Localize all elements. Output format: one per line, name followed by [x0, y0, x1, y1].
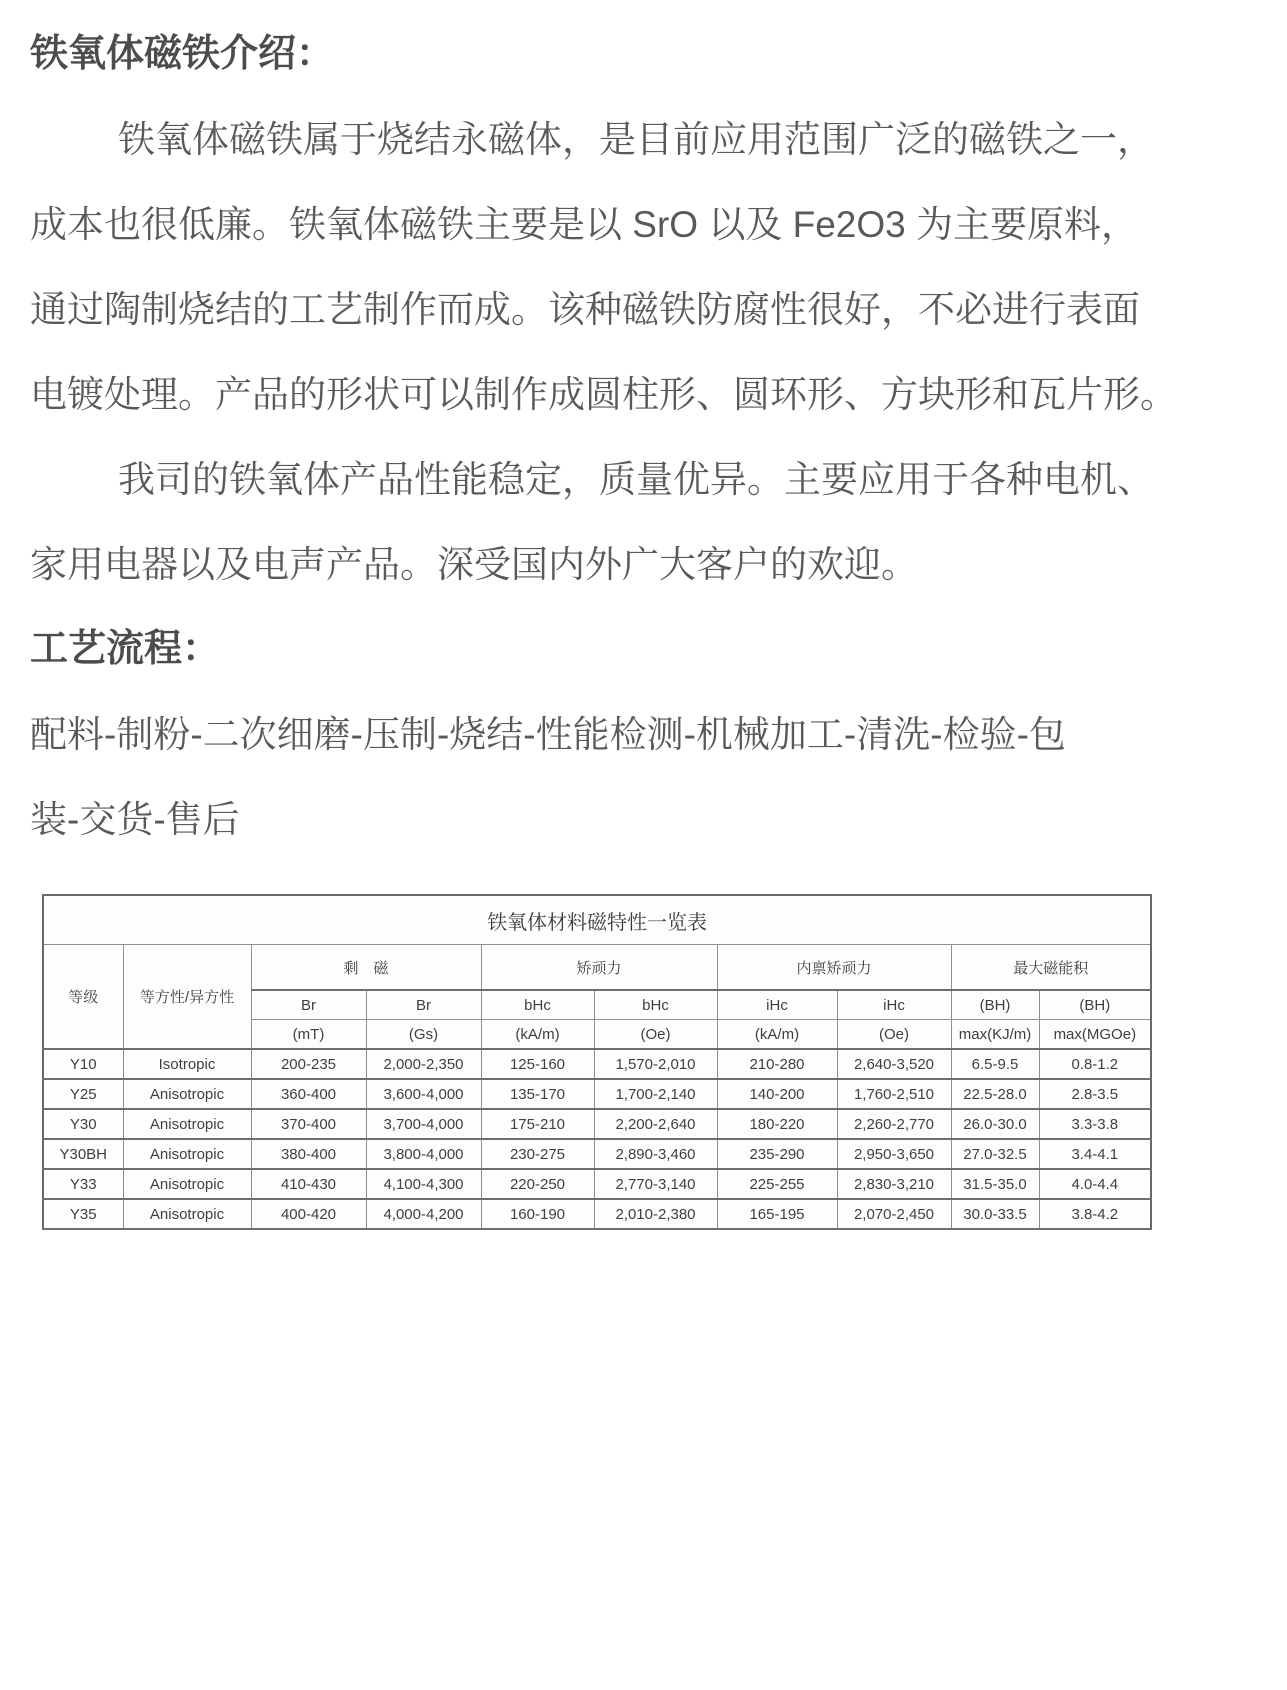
unit-oe-1: (Oe): [594, 1020, 717, 1050]
cell-isotropy: Anisotropic: [123, 1139, 251, 1169]
header-isotropy: 等方性/异方性: [123, 945, 251, 1050]
cell-grade: Y35: [43, 1199, 123, 1229]
cell-ihc-kam: 235-290: [717, 1139, 837, 1169]
intro-paragraph1-line1: 铁氧体磁铁属于烧结永磁体，是目前应用范围广泛的磁铁之一，: [118, 119, 1154, 160]
cell-br-gs: 4,000-4,200: [366, 1199, 481, 1229]
process-flow-line1: 配料-制粉-二次细磨-压制-烧结-性能检测-机械加工-清洗-检验-包: [30, 714, 1066, 755]
cell-isotropy: Anisotropic: [123, 1109, 251, 1139]
intro-heading: 铁氧体磁铁介绍：: [30, 33, 335, 75]
header-br-mt: Br: [251, 990, 366, 1020]
cell-bh-kjm: 6.5-9.5: [951, 1049, 1039, 1079]
header-group-max-energy-product: 最大磁能积: [951, 945, 1151, 991]
intro-paragraph1-line2: 成本也很低廉。铁氧体磁铁主要是以 SrO 以及 Fe2O3 为主要原料，: [30, 204, 1139, 245]
header-grade: 等级: [43, 945, 123, 1050]
cell-grade: Y30: [43, 1109, 123, 1139]
cell-ihc-oe: 2,950-3,650: [837, 1139, 951, 1169]
cell-ihc-kam: 165-195: [717, 1199, 837, 1229]
header-bhc-kam: bHc: [481, 990, 594, 1020]
header-bhc-oe: bHc: [594, 990, 717, 1020]
cell-grade: Y10: [43, 1049, 123, 1079]
cell-bhc-oe: 2,200-2,640: [594, 1109, 717, 1139]
cell-bh-kjm: 31.5-35.0: [951, 1169, 1039, 1199]
cell-bhc-kam: 175-210: [481, 1109, 594, 1139]
intro-paragraph1-line3: 通过陶制烧结的工艺制作而成。该种磁铁防腐性很好，不必进行表面: [30, 289, 1140, 330]
cell-bhc-kam: 125-160: [481, 1049, 594, 1079]
table-row-y10: [43, 1049, 1151, 1079]
cell-grade: Y33: [43, 1169, 123, 1199]
cell-bh-kjm: 27.0-32.5: [951, 1139, 1039, 1169]
unit-gs: (Gs): [366, 1020, 481, 1050]
cell-ihc-oe: 2,260-2,770: [837, 1109, 951, 1139]
unit-oe-2: (Oe): [837, 1020, 951, 1050]
header-ihc-oe: iHc: [837, 990, 951, 1020]
cell-isotropy: Anisotropic: [123, 1199, 251, 1229]
cell-isotropy: Anisotropic: [123, 1169, 251, 1199]
cell-bhc-oe: 2,010-2,380: [594, 1199, 717, 1229]
cell-isotropy: Isotropic: [123, 1049, 251, 1079]
cell-bh-mgoe: 0.8-1.2: [1039, 1049, 1151, 1079]
cell-ihc-kam: 140-200: [717, 1079, 837, 1109]
cell-br-gs: 3,800-4,000: [366, 1139, 481, 1169]
table-row-y33: [43, 1169, 1151, 1199]
cell-bhc-kam: 135-170: [481, 1079, 594, 1109]
cell-isotropy: Anisotropic: [123, 1079, 251, 1109]
unit-mt: (mT): [251, 1020, 366, 1050]
table-title-row: [43, 895, 1151, 945]
table-row-y35: [43, 1199, 1151, 1229]
cell-bh-kjm: 22.5-28.0: [951, 1079, 1039, 1109]
unit-kam-2: (kA/m): [717, 1020, 837, 1050]
table-title: 铁氧体材料磁特性一览表: [43, 895, 1151, 945]
cell-br-mt: 360-400: [251, 1079, 366, 1109]
process-flow-line2: 装-交货-售后: [30, 799, 240, 840]
cell-bhc-kam: 160-190: [481, 1199, 594, 1229]
header-bh-mgoe: (BH): [1039, 990, 1151, 1020]
intro-paragraph2-line2: 家用电器以及电声产品。深受国内外广大客户的欢迎。: [30, 544, 918, 585]
magnetic-properties-table: [42, 894, 1152, 1230]
cell-br-mt: 400-420: [251, 1199, 366, 1229]
cell-bh-mgoe: 2.8-3.5: [1039, 1079, 1151, 1109]
cell-ihc-kam: 210-280: [717, 1049, 837, 1079]
header-ihc-kam: iHc: [717, 990, 837, 1020]
header-group-remanence: 剩 磁: [251, 945, 481, 991]
cell-bh-mgoe: 4.0-4.4: [1039, 1169, 1151, 1199]
cell-bhc-oe: 1,700-2,140: [594, 1079, 717, 1109]
cell-bh-kjm: 30.0-33.5: [951, 1199, 1039, 1229]
header-bh-kjm: (BH): [951, 990, 1039, 1020]
magnetic-properties-table-wrap: [42, 894, 1259, 1230]
intro-paragraph1-line4: 电镀处理。产品的形状可以制作成圆柱形、圆环形、方块形和瓦片形。: [30, 374, 1177, 415]
cell-ihc-kam: 225-255: [717, 1169, 837, 1199]
cell-bhc-oe: 2,770-3,140: [594, 1169, 717, 1199]
table-row-y30: [43, 1109, 1151, 1139]
cell-bhc-kam: 220-250: [481, 1169, 594, 1199]
cell-bh-kjm: 26.0-30.0: [951, 1109, 1039, 1139]
table-group-header-row: [43, 945, 1151, 991]
cell-br-gs: 3,700-4,000: [366, 1109, 481, 1139]
header-br-gs: Br: [366, 990, 481, 1020]
cell-bh-mgoe: 3.3-3.8: [1039, 1109, 1151, 1139]
cell-bhc-oe: 2,890-3,460: [594, 1139, 717, 1169]
cell-br-gs: 3,600-4,000: [366, 1079, 481, 1109]
header-group-coercivity: 矫顽力: [481, 945, 717, 991]
cell-ihc-oe: 1,760-2,510: [837, 1079, 951, 1109]
header-group-intrinsic-coercivity: 内禀矫顽力: [717, 945, 951, 991]
cell-bhc-kam: 230-275: [481, 1139, 594, 1169]
unit-kam-1: (kA/m): [481, 1020, 594, 1050]
cell-ihc-oe: 2,830-3,210: [837, 1169, 951, 1199]
cell-grade: Y30BH: [43, 1139, 123, 1169]
cell-bhc-oe: 1,570-2,010: [594, 1049, 717, 1079]
cell-ihc-oe: 2,640-3,520: [837, 1049, 951, 1079]
unit-max-mgoe: max(MGOe): [1039, 1020, 1151, 1050]
intro-paragraph2-line1: 我司的铁氧体产品性能稳定，质量优异。主要应用于各种电机、: [118, 459, 1154, 500]
cell-grade: Y25: [43, 1079, 123, 1109]
table-row-y30bh: [43, 1139, 1151, 1169]
unit-max-kjm: max(KJ/m): [951, 1020, 1039, 1050]
process-heading: 工艺流程：: [30, 628, 221, 670]
cell-ihc-oe: 2,070-2,450: [837, 1199, 951, 1229]
cell-bh-mgoe: 3.8-4.2: [1039, 1199, 1151, 1229]
table-row-y25: [43, 1079, 1151, 1109]
cell-ihc-kam: 180-220: [717, 1109, 837, 1139]
cell-br-gs: 4,100-4,300: [366, 1169, 481, 1199]
cell-br-mt: 380-400: [251, 1139, 366, 1169]
cell-br-mt: 200-235: [251, 1049, 366, 1079]
cell-br-gs: 2,000-2,350: [366, 1049, 481, 1079]
cell-br-mt: 370-400: [251, 1109, 366, 1139]
cell-br-mt: 410-430: [251, 1169, 366, 1199]
cell-bh-mgoe: 3.4-4.1: [1039, 1139, 1151, 1169]
